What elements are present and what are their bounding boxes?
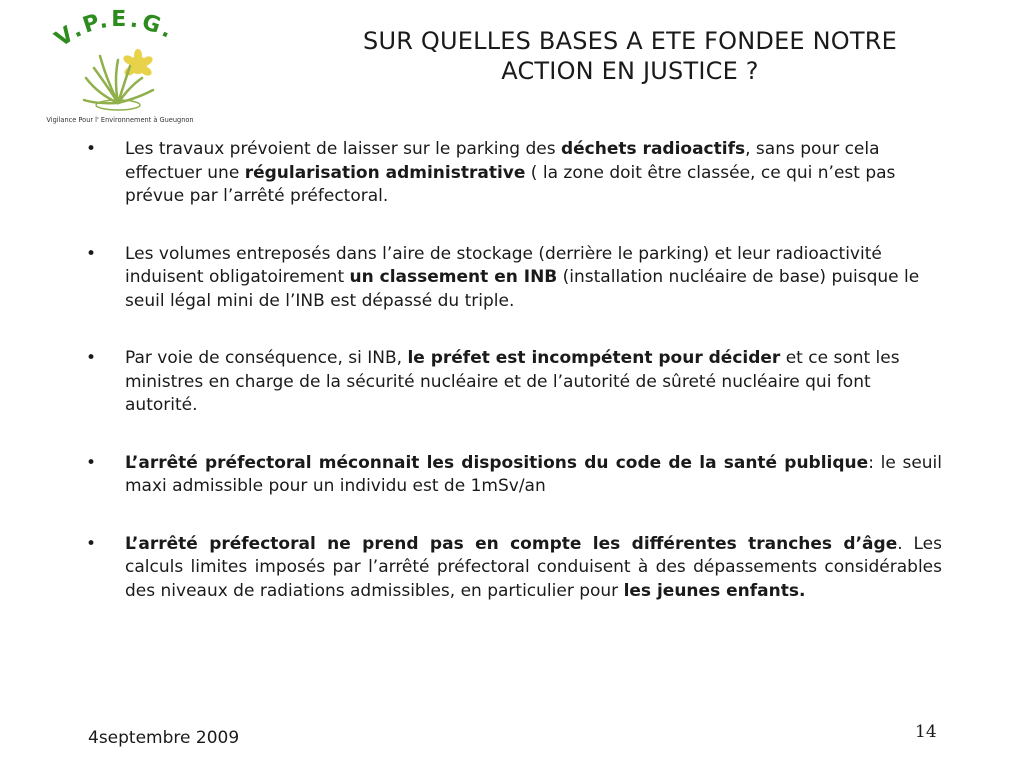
bullet-text: . Les calculs limites imposés par l’arrêté préfectoral conduisent à des dépassements considérables des niveaux de radiations admissibles, en particulier pour [125, 533, 943, 601]
bullet-item [82, 138, 942, 209]
vpeg-logo-graphic [18, 8, 223, 126]
bullet-marker: • [86, 348, 97, 368]
bullet-text: Les volumes entreposés dans l’aire de stockage (derrière le parking) et leur radioactivité induisent obligatoirement [125, 243, 882, 287]
page-number: 14 [915, 722, 937, 742]
bullet-text: ( la zone doit être classée, ce qui n’est pas prévue par l’arrêté préfectoral. [125, 162, 896, 206]
bullet-text: (installation nucléaire de base) puisque le seuil légal mini de l’INB est dépassé du triple. [125, 267, 920, 311]
bullet-item [82, 347, 942, 418]
bullet-text-bold: les jeunes enfants. [623, 580, 806, 601]
bullet-text-bold: L’arrêté préfectoral méconnait les dispositions du code de la santé publique [125, 452, 869, 473]
bullet-text-bold: régularisation administrative [244, 162, 526, 183]
slide-title [285, 26, 975, 86]
bullet-text: Les travaux prévoient de laisser sur le parking des [125, 139, 561, 159]
bullet-marker: • [86, 139, 97, 159]
bullet-item [82, 243, 942, 314]
bullet-text-bold: déchets radioactifs [560, 139, 746, 159]
bullet-text: Par voie de conséquence, si INB, [125, 348, 408, 368]
bullet-text-bold: le préfet est incompétent pour décider [407, 348, 781, 368]
logo-title: V.P.E.G. [50, 8, 179, 53]
slide-title-line-2: ACTION EN JUSTICE ? [501, 57, 759, 85]
bullet-text: , sans pour cela effectuer une [125, 139, 880, 183]
vpeg-logo [18, 8, 223, 126]
bullet-item [82, 533, 942, 604]
bullet-list [82, 138, 942, 637]
bullet-text: : le seuil maxi admissible pour un individu est de 1mSv/an [125, 452, 942, 496]
bullet-marker: • [86, 533, 97, 554]
footer-date: 4septembre 2009 [88, 728, 240, 748]
bullet-text: et ce sont les ministres en charge de la sécurité nucléaire et de l’autorité de sûreté nucléaire qui font autorité. [125, 348, 900, 415]
bullet-item [82, 452, 942, 499]
bullet-text-bold: un classement en INB [349, 267, 558, 287]
bullet-marker: • [86, 243, 97, 264]
bullet-text-bold: L’arrêté préfectoral ne prend pas en compte les différentes tranches d’âge [125, 533, 898, 554]
slide-title-line-1: SUR QUELLES BASES A ETE FONDEE NOTRE [363, 27, 897, 55]
bullet-marker: • [86, 452, 97, 473]
logo-subtitle: Vigilance Pour l' Environnement à Gueugnon [46, 116, 194, 124]
